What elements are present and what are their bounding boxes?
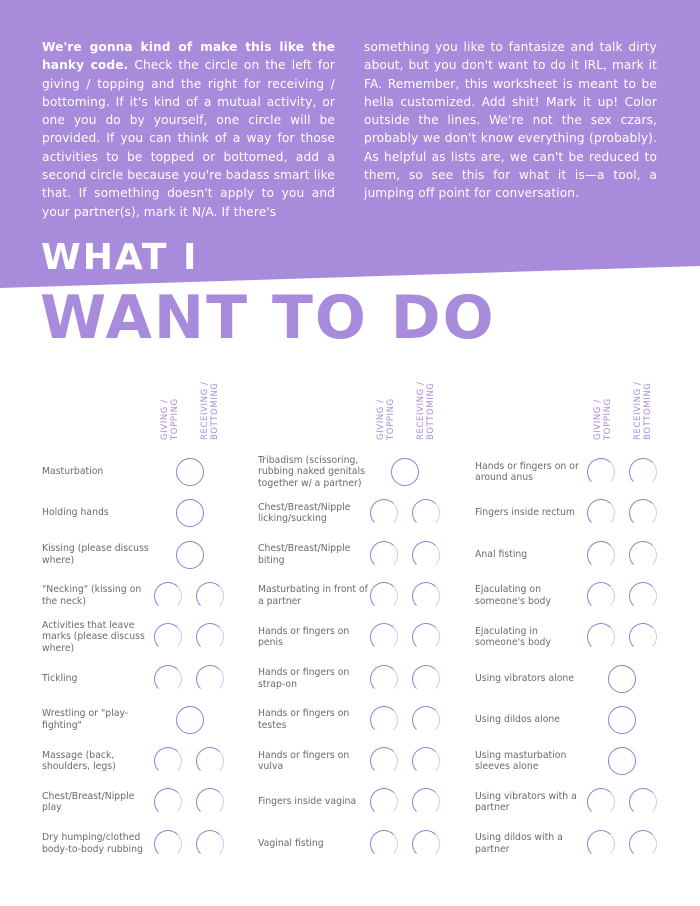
giving-check-circle[interactable] bbox=[154, 582, 182, 610]
header-receiving-col1: RECEIVING / BOTTOMING bbox=[200, 381, 220, 440]
receiving-check-circle[interactable] bbox=[196, 665, 224, 693]
receiving-check-circle[interactable] bbox=[629, 582, 657, 610]
mutual-check-circle[interactable] bbox=[176, 458, 204, 486]
activity-label: Fingers inside vagina bbox=[258, 796, 357, 808]
activity-label: Masturbating in front of a partner bbox=[258, 584, 368, 607]
mutual-check-circle[interactable] bbox=[608, 706, 636, 734]
giving-check-circle[interactable] bbox=[587, 623, 615, 651]
giving-check-circle[interactable] bbox=[370, 747, 398, 775]
giving-check-circle[interactable] bbox=[370, 706, 398, 734]
giving-check-circle[interactable] bbox=[370, 499, 398, 527]
receiving-check-circle[interactable] bbox=[196, 830, 224, 858]
activity-label: Using dildos with a partner bbox=[475, 832, 563, 855]
giving-check-circle[interactable] bbox=[154, 665, 182, 693]
activity-label: Wrestling or "play-fighting" bbox=[42, 708, 129, 731]
receiving-check-circle[interactable] bbox=[196, 582, 224, 610]
giving-check-circle[interactable] bbox=[154, 830, 182, 858]
activity-label: Hands or fingers on or around anus bbox=[475, 460, 579, 483]
mutual-check-circle[interactable] bbox=[176, 499, 204, 527]
intro-text-right: something you like to fantasize and talk dirty about, but you don't want to do it IRL, mark it FA. Remember, this worksheet is meant to be hella customized. Add shit! Mark it up! Color outside the lines. We're not the sex czars, probably we don't know everything (probably). As helpful as lists are, we can't be reduced to them, so see this for what it is—a tool, a jumping off point for conversation. bbox=[364, 40, 657, 201]
activity-label: Tribadism (scissoring, rubbing naked genitals together w/ a partner) bbox=[258, 454, 365, 489]
giving-check-circle[interactable] bbox=[587, 830, 615, 858]
header-receiving-col2: RECEIVING / BOTTOMING bbox=[416, 381, 436, 440]
receiving-check-circle[interactable] bbox=[412, 623, 440, 651]
activity-label: Ejaculating in someone's body bbox=[475, 625, 551, 649]
receiving-check-circle[interactable] bbox=[412, 830, 440, 858]
intro-text-left bbox=[42, 38, 335, 221]
activity-label: "Necking" (kissing on the neck) bbox=[42, 584, 142, 607]
activity-label: Using dildos alone bbox=[475, 713, 561, 725]
receiving-check-circle[interactable] bbox=[629, 788, 657, 816]
title-line-2: WANT TO DO bbox=[40, 283, 496, 353]
giving-check-circle[interactable] bbox=[587, 541, 615, 569]
activity-label: Hands or fingers on penis bbox=[258, 625, 350, 649]
activity-label: Chest/Breast/Nipple licking/sucking bbox=[258, 501, 351, 525]
receiving-check-circle[interactable] bbox=[412, 706, 440, 734]
giving-check-circle[interactable] bbox=[370, 582, 398, 610]
receiving-check-circle[interactable] bbox=[629, 623, 657, 651]
activity-label: Kissing (please discuss where) bbox=[42, 543, 149, 566]
mutual-check-circle[interactable] bbox=[176, 541, 204, 569]
activity-label: Hands or fingers on testes bbox=[258, 708, 350, 731]
receiving-check-circle[interactable] bbox=[412, 788, 440, 816]
activity-label: Using vibrators alone bbox=[475, 672, 575, 684]
giving-check-circle[interactable] bbox=[370, 541, 398, 569]
intro-text-left-body: Check the circle on the left for giving / topping and the right for receiving / bottoming. If it's kind of a mutual activity, or one you do by yourself, one circle will be provided. If you can think of a way for those activities to be topped or bottomed, add a second circle because you're badass smart like that. If something doesn't apply to you and your partner(s), mark it N/A. If there's bbox=[42, 58, 335, 219]
activity-label: Tickling bbox=[42, 672, 78, 684]
receiving-check-circle[interactable] bbox=[412, 665, 440, 693]
giving-check-circle[interactable] bbox=[587, 458, 615, 486]
receiving-check-circle[interactable] bbox=[629, 541, 657, 569]
header-giving-col2: GIVING / TOPPING bbox=[376, 398, 396, 440]
mutual-check-circle[interactable] bbox=[608, 747, 636, 775]
activity-label: Anal fisting bbox=[475, 548, 528, 560]
intro-bold-lead: We're gonna kind of make this like the hanky code. bbox=[42, 40, 335, 73]
activity-label: Activities that leave marks (please discuss where) bbox=[42, 619, 145, 654]
receiving-check-circle[interactable] bbox=[412, 582, 440, 610]
giving-check-circle[interactable] bbox=[370, 788, 398, 816]
giving-check-circle[interactable] bbox=[154, 623, 182, 651]
mutual-check-circle[interactable] bbox=[391, 458, 419, 486]
activity-label: Vaginal fisting bbox=[258, 837, 324, 849]
receiving-check-circle[interactable] bbox=[629, 830, 657, 858]
header-giving-col1: GIVING / TOPPING bbox=[160, 398, 180, 440]
giving-check-circle[interactable] bbox=[370, 623, 398, 651]
receiving-check-circle[interactable] bbox=[629, 499, 657, 527]
giving-check-circle[interactable] bbox=[587, 788, 615, 816]
activity-label: Dry humping/clothed body-to-body rubbing bbox=[42, 832, 143, 855]
activity-label: Using masturbation sleeves alone bbox=[475, 749, 567, 773]
giving-check-circle[interactable] bbox=[370, 830, 398, 858]
receiving-check-circle[interactable] bbox=[196, 788, 224, 816]
activity-label: Hands or fingers on vulva bbox=[258, 749, 350, 773]
activity-label: Hands or fingers on strap-on bbox=[258, 667, 350, 690]
giving-check-circle[interactable] bbox=[587, 582, 615, 610]
activity-label: Chest/Breast/Nipple biting bbox=[258, 543, 351, 566]
activity-label: Ejaculating on someone's body bbox=[475, 584, 551, 607]
receiving-check-circle[interactable] bbox=[412, 747, 440, 775]
mutual-check-circle[interactable] bbox=[176, 706, 204, 734]
activity-label: Holding hands bbox=[42, 507, 109, 519]
receiving-check-circle[interactable] bbox=[196, 747, 224, 775]
activity-label: Massage (back, shoulders, legs) bbox=[42, 749, 116, 773]
activity-label: Chest/Breast/Nipple play bbox=[42, 790, 135, 814]
header-giving-col3: GIVING / TOPPING bbox=[593, 398, 613, 440]
giving-check-circle[interactable] bbox=[587, 499, 615, 527]
giving-check-circle[interactable] bbox=[370, 665, 398, 693]
receiving-check-circle[interactable] bbox=[196, 623, 224, 651]
receiving-check-circle[interactable] bbox=[412, 541, 440, 569]
mutual-check-circle[interactable] bbox=[608, 665, 636, 693]
header-receiving-col3: RECEIVING / BOTTOMING bbox=[633, 381, 653, 440]
activity-label: Using vibrators with a partner bbox=[475, 790, 577, 814]
activity-label: Fingers inside rectum bbox=[475, 507, 575, 519]
activity-label: Masturbation bbox=[42, 466, 104, 477]
receiving-check-circle[interactable] bbox=[629, 458, 657, 486]
title-line-1: WHAT I bbox=[41, 237, 199, 278]
receiving-check-circle[interactable] bbox=[412, 499, 440, 527]
giving-check-circle[interactable] bbox=[154, 788, 182, 816]
giving-check-circle[interactable] bbox=[154, 747, 182, 775]
